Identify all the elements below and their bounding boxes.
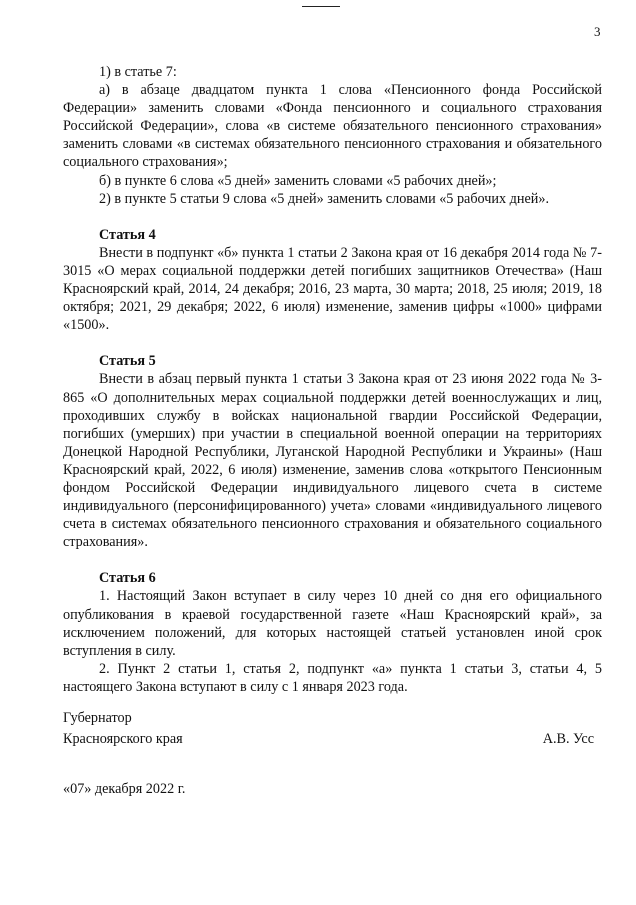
article-5-heading: Статья 5 [99, 353, 156, 370]
intro-paragraph-3: б) в пункте 6 слова «5 дней» заменить словами «5 рабочих дней»; [99, 172, 497, 189]
intro-paragraph-4: 2) в пункте 5 статьи 9 слова «5 дней» заменить словами «5 рабочих дней». [99, 190, 549, 207]
signatory-name: А.В. Усс [542, 731, 594, 747]
intro-paragraph-2: а) в абзаце двадцатом пункта 1 слова «Пенсионного фонда Российской Федерации» заменить словами «Фонда пенсионного и социального страхования Российской Федерации», слова «в системе обязательного пенсионного страхования» заменить словами «в системах обязательного пенсионного страхования и обязательного социального страхования»; [63, 82, 602, 171]
article-6-paragraph-2: 2. Пункт 2 статьи 1, статья 2, подпункт «а» пункта 1 статьи 3, статьи 4, 5 настоящего Закона вступают в силу с 1 января 2023 года. [63, 660, 602, 695]
signature-block [63, 708, 602, 750]
intro-paragraph-1: 1) в статье 7: [99, 64, 177, 80]
page-number: 3 [594, 24, 601, 39]
article-4-heading: Статья 4 [99, 226, 156, 243]
article-6-heading: Статья 6 [99, 570, 156, 587]
article-4-text: Внести в подпункт «б» пункта 1 статьи 2 Закона края от 16 декабря 2014 года № 7-3015 «О мерах социальной поддержки детей погибших защитников Отечества» (Наш Красноярский край, 2014, 24 декабря; 2016, 23 марта, 30 марта; 2018, 25 июля; 2019, 18 октября; 2021, 29 декабря; 2022, 6 июля) изменение, заменив цифры «1000» цифрами «1500». [63, 244, 602, 334]
article-5-text: Внести в абзац первый пункта 1 статьи 3 Закона края от 23 июня 2022 года № 3-865 «О дополнительных мерах социальной поддержки детей военнослужащих и лиц, проходивших службу в войсках национальной гвардии Российской Федерации, погибших (умерших) при участии в специальной военной операции на территориях Донецкой Народной Республики, Луганской Народной Республики и Украины» (Наш Красноярский край, 2022, 6 июля) изменение, заменив слова «открытого Пенсионным фондом Российской Федерации индивидуального лицевого счета в системе индивидуального (персонифицированного) учета» словами «индивидуального лицевого счета в системах обязательного пенсионного страхования и обязательного социального страхования». [63, 371, 602, 551]
top-rule [302, 6, 340, 7]
article-6-paragraph-1: 1. Настоящий Закон вступает в силу через 10 дней со дня его официального опубликования в краевой государственной газете «Наш Красноярский край», за исключением положений, для которых настоящей статьей установлен иной срок вступления в силу. [63, 588, 602, 659]
signature-row [63, 729, 602, 750]
document-body [63, 63, 602, 696]
signatory-title-line-2: Красноярского края [63, 731, 183, 747]
document-date: «07» декабря 2022 г. [63, 781, 186, 797]
signatory-title-line-1: Губернатор [63, 710, 132, 726]
